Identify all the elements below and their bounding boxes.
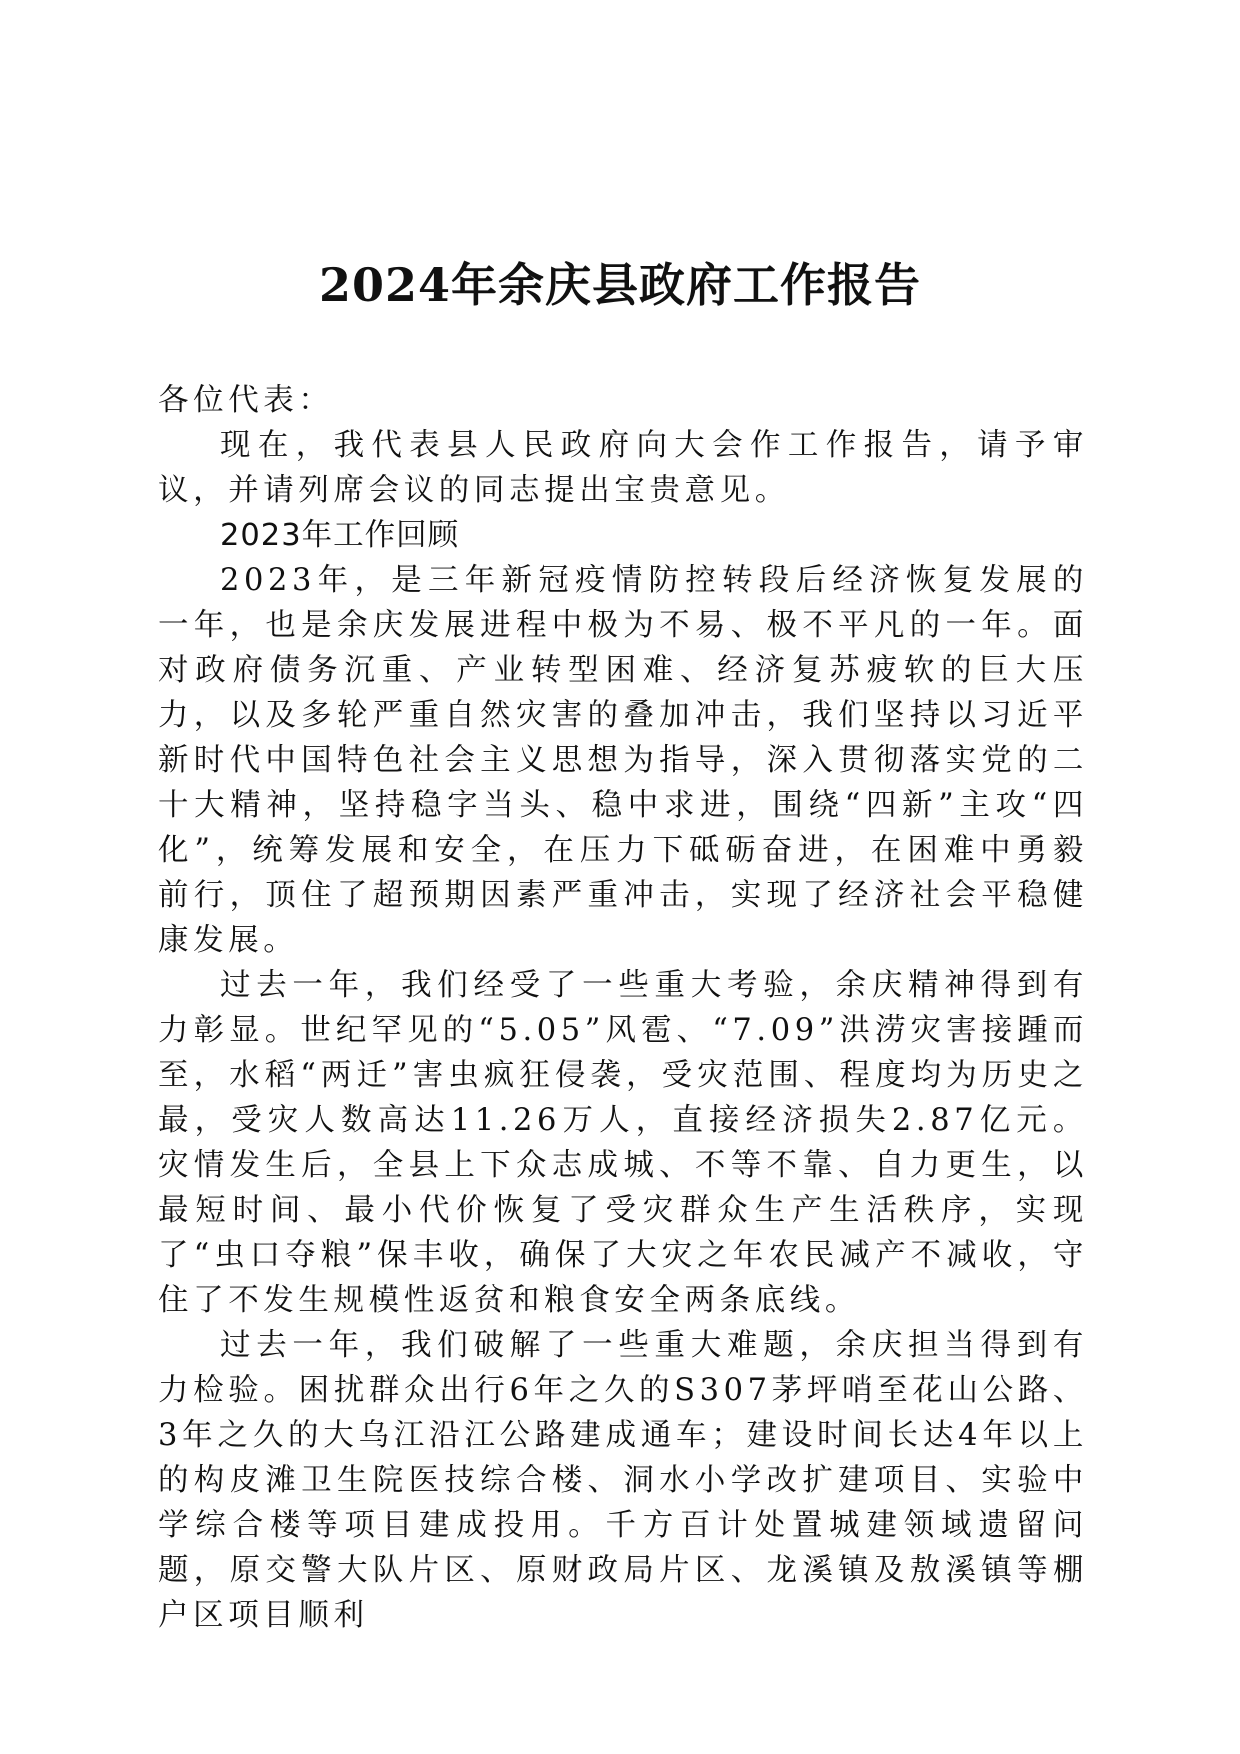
intro-paragraph: 现在，我代表县人民政府向大会作工作报告，请予审议，并请列席会议的同志提出宝贵意见。 xyxy=(158,428,1088,508)
body-paragraph: 过去一年，我们经受了一些重大考验，余庆精神得到有力彰显。世纪罕见的“5.05”风雹、“7.09”洪涝灾害接踵而至，水稻“两迁”害虫疯狂侵袭，受灾范围、程度均为历史之最，受灾人数高达11.26万人，直接经济损失2.87亿元。灾情发生后，全县上下众志成城、不等不靠、自力更生，以最短时间、最小代价恢复了受灾群众生产生活秩序，实现了“虫口夺粮”保丰收，确保了大灾之年农民减产不减收，守住了不发生规模性返贫和粮食安全两条底线。 xyxy=(158,968,1088,1318)
document-body xyxy=(158,378,1088,1638)
section-heading: 2023年工作回顾 xyxy=(220,518,460,553)
body-paragraph: 过去一年，我们破解了一些重大难题，余庆担当得到有力检验。困扰群众出行6年之久的S307茅坪哨至花山公路、3年之久的大乌江沿江公路建成通车；建设时间长达4年以上的构皮滩卫生院医技综合楼、洞水小学改扩建项目、实验中学综合楼等项目建成投用。千方百计处置城建领域遗留问题，原交警大队片区、原财政局片区、龙溪镇及敖溪镇等棚户区项目顺利 xyxy=(158,1328,1088,1633)
document-title: 2024年余庆县政府工作报告 xyxy=(318,258,922,312)
salutation: 各位代表： xyxy=(158,383,334,418)
body-paragraph: 2023年，是三年新冠疫情防控转段后经济恢复发展的一年，也是余庆发展进程中极为不易、极不平凡的一年。面对政府债务沉重、产业转型困难、经济复苏疲软的巨大压力，以及多轮严重自然灾害的叠加冲击，我们坚持以习近平新时代中国特色社会主义思想为指导，深入贯彻落实党的二十大精神，坚持稳字当头、稳中求进，围绕“四新”主攻“四化”，统筹发展和安全，在压力下砥砺奋进，在困难中勇毅前行，顶住了超预期因素严重冲击，实现了经济社会平稳健康发展。 xyxy=(158,563,1088,958)
